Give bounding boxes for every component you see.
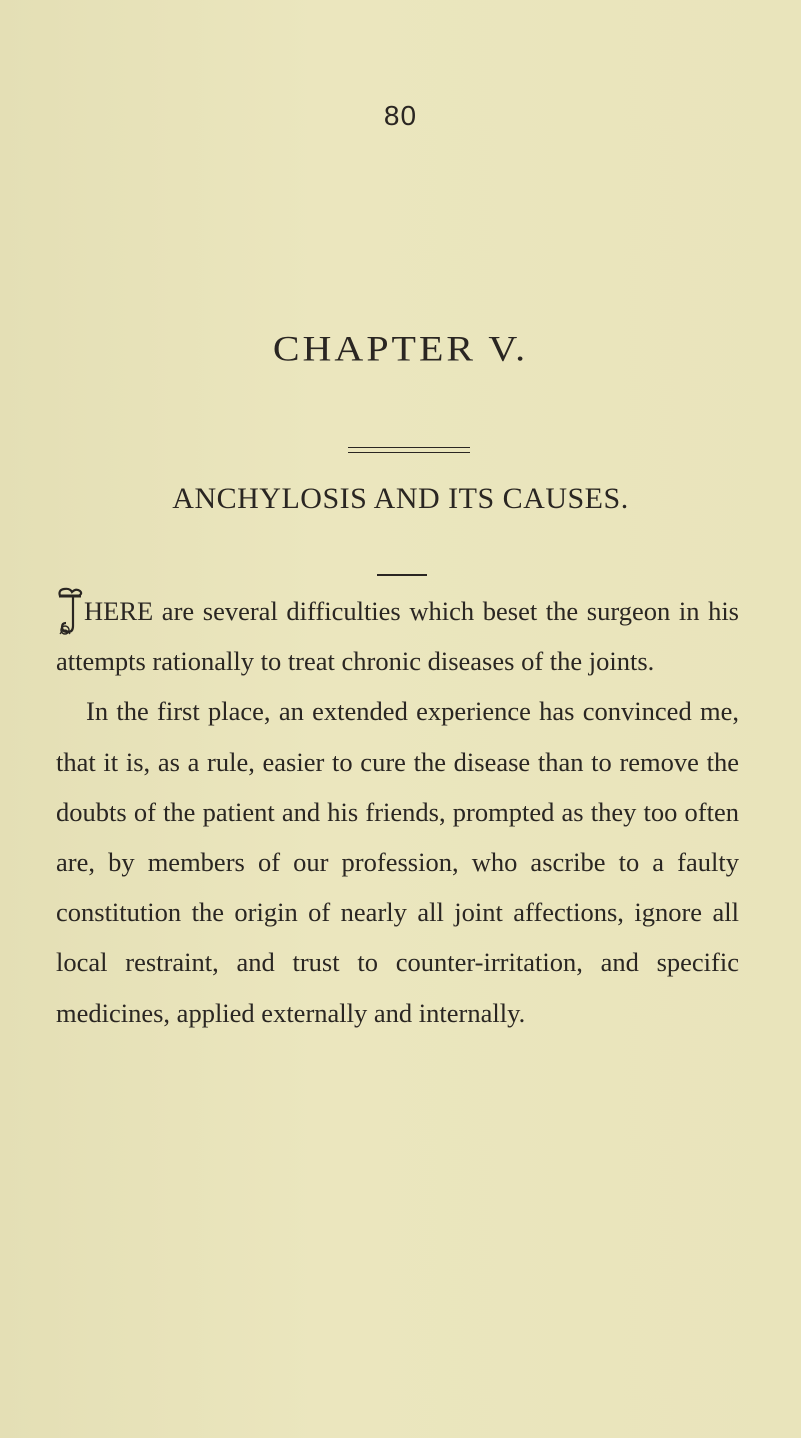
chapter-title: CHAPTER V. (272, 328, 529, 369)
paragraph-1-text: HERE are several difficulties which beset the surgeon in his attempts rationally to treat chronic diseases of the joints. (56, 596, 739, 677)
paragraph-2-text: In the first place, an extended experience has convinced me, that it is, as a rule, easier to cure the disease than to remove the doubts of the patient and his friends, prompted as they too often are, by members of our profession, who ascribe to a faulty constitution the origin of nearly all joint affections, ignore all local restraint, and trust to counter-irritation, and specific medicines, applied externally and internally. (56, 696, 739, 1028)
paragraph-1 (56, 586, 739, 686)
body-text (56, 586, 739, 1038)
paragraph-2 (56, 686, 739, 1037)
section-title: ANCHYLOSIS AND ITS CAUSES. (172, 482, 629, 515)
page-number: 80 (383, 100, 418, 131)
short-rule-divider (377, 574, 427, 576)
double-rule-divider (348, 447, 470, 453)
ornamental-initial-icon (56, 586, 82, 636)
